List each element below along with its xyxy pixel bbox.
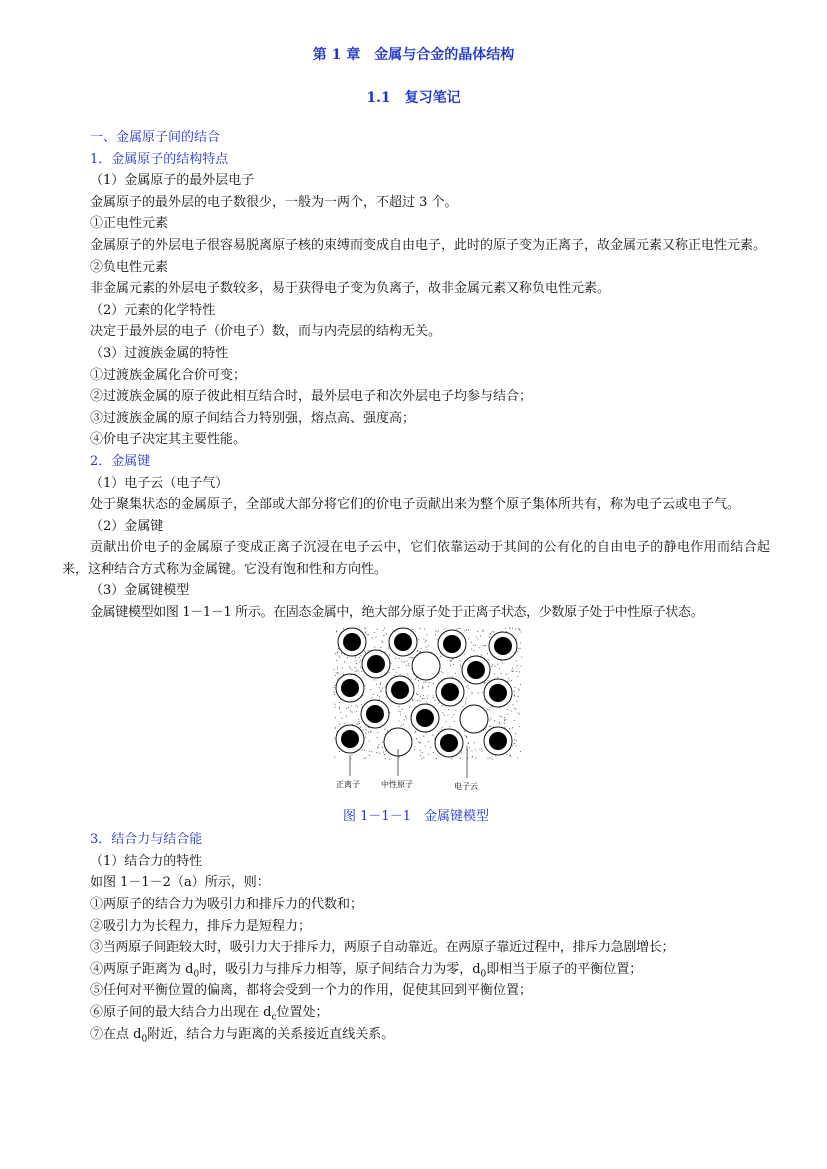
list-item: ①过渡族金属化合价可变； [90,367,247,383]
list-item: ⑦在点 $d_0$附近，结合力与距离的关系接近直线关系。 [90,1026,395,1045]
list-item: ③过渡族金属的原子间结合力特别强，熔点高、强度高； [90,410,416,426]
figure-caption: 图 1－1－1 金属键模型 [343,808,489,824]
subheading-chemical: （2）元素的化学特性 [90,302,216,318]
document-body [62,127,770,1045]
subheading-positive: ①正电性元素 [90,216,169,232]
list-item: ③当两原子间距较大时，吸引力大于排斥力，两原子自动靠近。在两原子靠近过程中，排斥力急剧增长； [90,940,675,956]
label-ion: 正离子 [336,779,360,789]
subheading-transition: （3）过渡族金属的特性 [90,345,229,361]
paragraph: 金属原子的外层电子很容易脱离原子核的束缚而变成自由电子，此时的原子变为正离子，故金属元素又称正电性元素。 [90,237,767,253]
positive-ion [361,700,389,728]
list-item: ②过渡族金属的原子彼此相互结合时，最外层电子和次外层电子均参与结合； [90,389,533,405]
positive-ion [336,725,364,753]
heading-metal-bonding: 一、金属原子间的结合 [90,130,221,145]
section-title: 1.1 复习笔记 [366,90,461,106]
subheading-bond: （2）金属键 [90,518,164,534]
list-item: ⑥原子间的最大结合力出现在 $d_c$位置处； [90,1005,329,1023]
positive-ion [336,674,364,702]
subheading-force-properties: （1）结合力的特性 [90,853,203,869]
positive-ion [435,729,463,757]
paragraph: 金属原子的最外层的电子数很少，一般为一两个，不超过 3 个。 [90,194,458,210]
positive-ion [484,727,512,755]
subheading-electron-cloud: （1）电子云（电子气） [90,475,229,491]
paragraph: 如图 1－1－2（a）所示，则： [90,875,270,891]
heading-metallic-bond: 2．金属键 [90,453,151,469]
neutral-atom [412,652,440,680]
metallic-bond-model-figure [330,626,530,804]
list-item: ④两原子距离为 $d_0$时，吸引力与排斥力相等，原子间结合力为零，$d_0$即相当于原子的平衡位置； [90,961,643,980]
positive-ion [389,628,417,656]
label-neutral-atom: 中性原子 [381,779,413,789]
positive-ion [438,630,466,658]
paragraph: 非金属元素的外层电子数较多，易于获得电子变为负离子，故非金属元素又称负电性元素。 [90,281,611,297]
positive-ion [489,632,517,660]
neutral-atom [460,705,488,733]
positive-ion [462,656,490,684]
paragraph: 金属键模型如图 1－1－1 所示。在固态金属中，绝大部分原子处于正离子状态，少数原子处于中性原子状态。 [90,605,704,621]
positive-ion [362,650,390,678]
subheading-bond-model: （3）金属键模型 [90,583,190,599]
list-item: ①两原子的结合力为吸引力和排斥力的代数和； [90,897,364,913]
positive-ion [484,679,512,707]
paragraph: 贡献出价电子的金属原子变成正离子沉浸在电子云中，它们依靠运动于其间的公有化的自由电子的静电作用而结合起来，这种结合方式称为金属键。它没有饱和性和方向性。 [62,540,770,577]
paragraph: 决定于最外层的电子（价电子）数，而与内壳层的结构无关。 [90,324,442,340]
subheading-outer-electrons: （1）金属原子的最外层电子 [90,173,255,189]
positive-ion [386,676,414,704]
positive-ion [436,678,464,706]
heading-atomic-structure: 1．金属原子的结构特点 [90,151,229,167]
label-electron-cloud: 电子云 [454,781,478,791]
atoms [336,628,517,757]
heading-binding-force: 3．结合力与结合能 [90,832,203,848]
positive-ion [338,628,366,656]
positive-ion [411,704,439,732]
subheading-negative: ②负电性元素 [90,259,169,275]
paragraph: 处于聚集状态的金属原子，全部或大部分将它们的价电子贡献出来为整个原子集体所共有，称为电子云或电子气。 [90,497,741,513]
list-item: ⑤任何对平衡位置的偏离，都将会受到一个力的作用，促使其回到平衡位置； [90,983,533,999]
chapter-title: 第 1 章 金属与合金的晶体结构 [312,47,515,63]
list-item: ②吸引力为长程力，排斥力是短程力； [90,918,312,934]
list-item: ④价电子决定其主要性能。 [90,432,247,448]
